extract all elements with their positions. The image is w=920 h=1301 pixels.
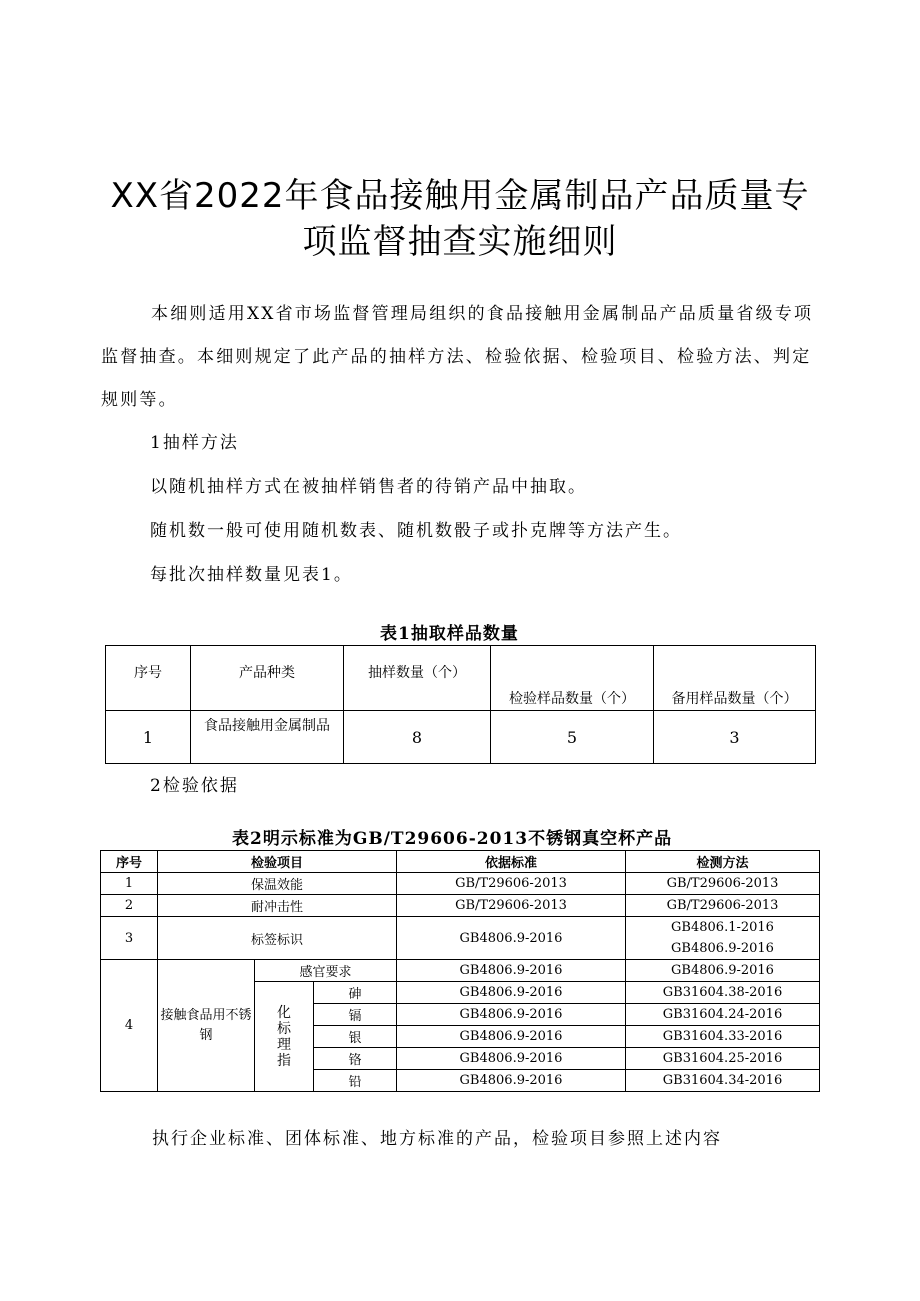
- table-cell: 5: [491, 711, 654, 764]
- vertical-label: 化标理指: [277, 1004, 291, 1069]
- table-header-cell: 检验项目: [158, 851, 397, 873]
- section-1-heading: 1抽样方法: [150, 433, 239, 453]
- table-cell: GB4806.9-2016: [397, 982, 626, 1004]
- table-cell: 耐冲击性: [158, 895, 397, 917]
- title-line-2: 项监督抽查实施细则: [302, 221, 618, 262]
- table-cell: 备用样品数量（个）: [654, 646, 816, 711]
- table-cell: 铬: [314, 1048, 397, 1070]
- table-cell: 抽样数量（个）: [344, 646, 491, 711]
- table-cell: 食品接触用金属制品: [191, 711, 344, 764]
- table-cell: GB/T29606-2013: [397, 873, 626, 895]
- table-cell: 保温效能: [158, 873, 397, 895]
- inspection-items-table: [100, 850, 820, 1092]
- table-cell: 标签标识: [158, 917, 397, 960]
- table-cell: GB4806.9-2016: [397, 1026, 626, 1048]
- section-1-paragraph-3: 每批次抽样数量见表1。: [150, 565, 353, 585]
- table-cell: 感官要求: [255, 960, 397, 982]
- table-cell: 8: [344, 711, 491, 764]
- closing-paragraph: 执行企业标准、团体标准、地方标准的产品，检验项目参照上述内容: [152, 1129, 722, 1149]
- table-header-cell: 序号: [101, 851, 158, 873]
- section-2-heading: 2检验依据: [150, 776, 239, 796]
- table-2-caption: 表2明示标准为GB/T29606-2013不锈钢真空杯产品: [232, 829, 673, 849]
- table-cell: GB31604.38-2016: [626, 982, 820, 1004]
- table-cell: 1: [106, 711, 191, 764]
- table-cell: GB/T29606-2013: [397, 895, 626, 917]
- table-cell: 序号: [106, 646, 191, 711]
- table-cell: GB/T29606-2013: [626, 895, 820, 917]
- section-1-paragraph-1: 以随机抽样方式在被抽样销售者的待销产品中抽取。: [150, 477, 587, 497]
- table-header-cell: 依据标准: [397, 851, 626, 873]
- table-header-cell: 检测方法: [626, 851, 820, 873]
- table-1-caption: 表1抽取样品数量: [380, 624, 519, 644]
- section-1-paragraph-2: 随机数一般可使用随机数表、随机数骰子或扑克牌等方法产生。: [150, 521, 682, 541]
- table-cell: 接触食品用不锈钢: [158, 960, 255, 1092]
- intro-paragraph: 本细则适用XX省市场监督管理局组织的食品接触用金属制品产品质量省级专项监督抽查。本细则规定了此产品的抽样方法、检验依据、检验项目、检验方法、判定规则等。: [101, 304, 814, 410]
- table-cell: 砷: [314, 982, 397, 1004]
- table-cell: 3: [101, 917, 158, 960]
- table-cell: [626, 917, 820, 960]
- table-cell: GB4806.9-2016: [397, 960, 626, 982]
- table-cell: 产品种类: [191, 646, 344, 711]
- table-cell: 镉: [314, 1004, 397, 1026]
- table-cell: GB4806.9-2016: [397, 1004, 626, 1026]
- table-cell: 银: [314, 1026, 397, 1048]
- table-cell: GB31604.33-2016: [626, 1026, 820, 1048]
- table-cell: GB31604.25-2016: [626, 1048, 820, 1070]
- table-cell: 铅: [314, 1070, 397, 1092]
- table-cell: 检验样品数量（个）: [491, 646, 654, 711]
- table-cell: 3: [654, 711, 816, 764]
- table-cell: GB4806.9-2016: [397, 917, 626, 960]
- table-cell: GB31604.24-2016: [626, 1004, 820, 1026]
- table-cell: GB4806.9-2016: [397, 1070, 626, 1092]
- table-cell: GB4806.9-2016: [626, 960, 820, 982]
- method-line: GB4806.1-2016: [671, 920, 774, 935]
- table-cell: GB4806.9-2016: [397, 1048, 626, 1070]
- table-cell: 2: [101, 895, 158, 917]
- table-cell: 1: [101, 873, 158, 895]
- table-cell: [255, 982, 314, 1092]
- table-cell: GB31604.34-2016: [626, 1070, 820, 1092]
- method-line: GB4806.9-2016: [671, 941, 774, 956]
- sample-quantity-table: [105, 645, 816, 764]
- title-line-1: XX省2022年食品接触用金属制品产品质量专: [110, 175, 810, 216]
- table-cell: GB/T29606-2013: [626, 873, 820, 895]
- document-title: [60, 173, 860, 265]
- table-cell: 4: [101, 960, 158, 1092]
